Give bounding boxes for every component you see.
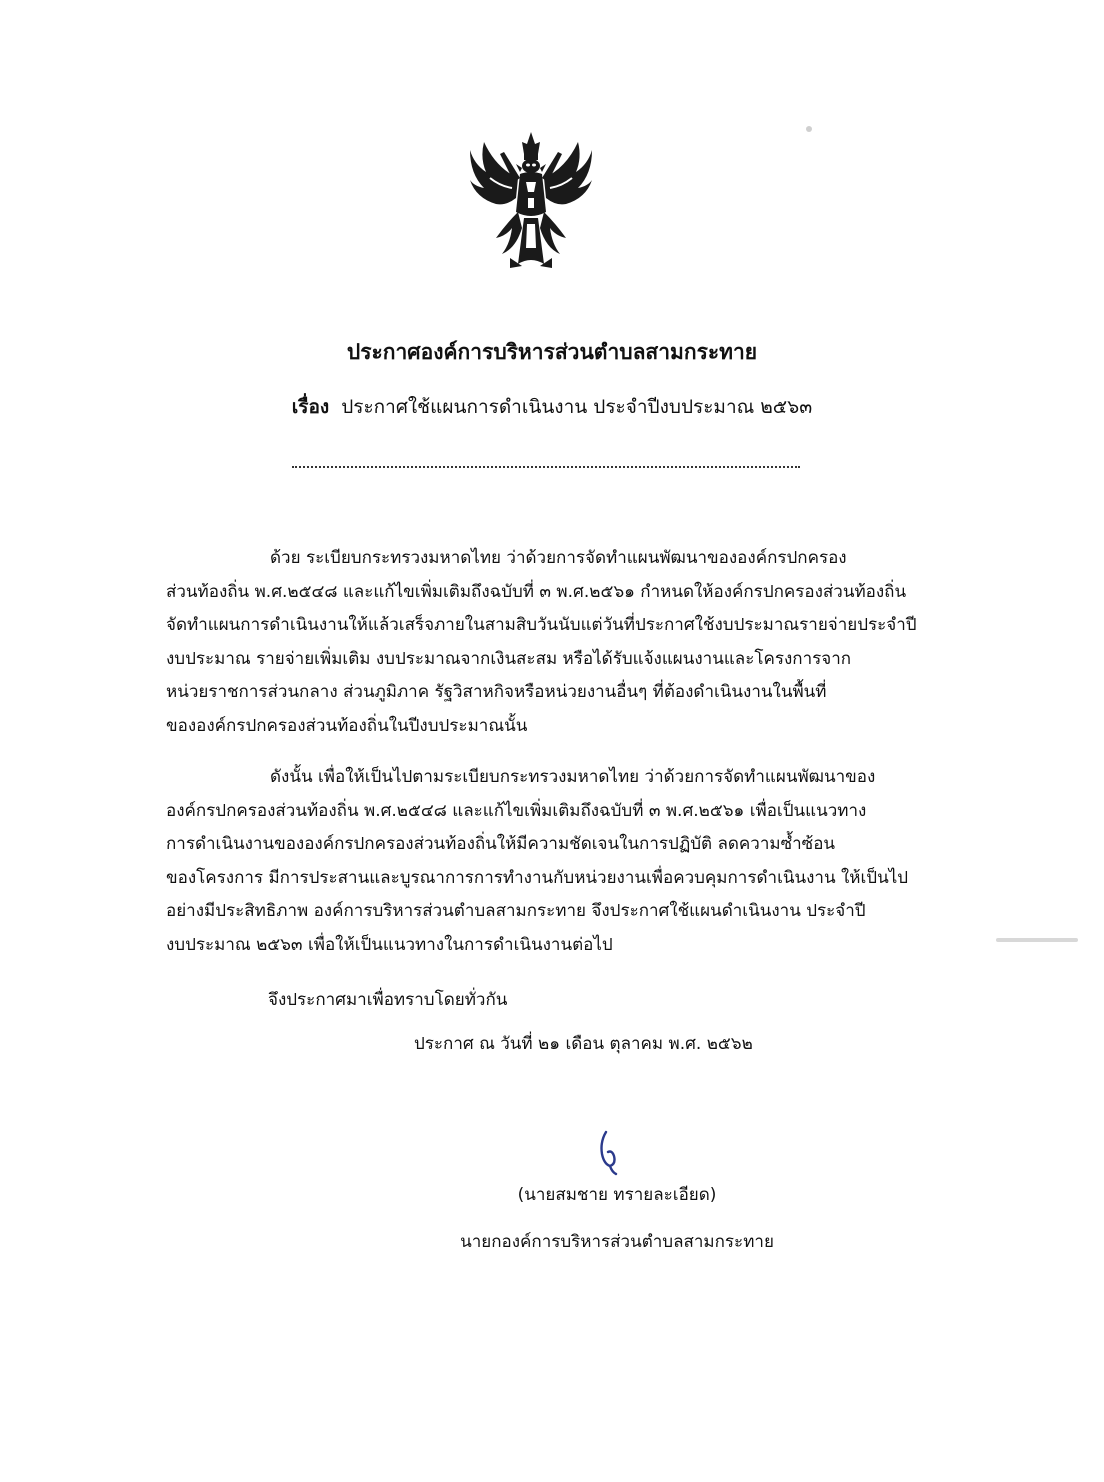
scan-artifact [806,126,812,132]
paragraph-line: การดำเนินงานขององค์กรปกครองส่วนท้องถิ่นให้มีความชัดเจนในการปฏิบัติ ลดความซ้ำซ้อน [166,834,836,855]
paragraph-line: ดังนั้น เพื่อให้เป็นไปตามระเบียบกระทรวงมหาดไทย ว่าด้วยการจัดทำแผนพัฒนาของ [270,767,876,787]
paragraph-line: งบประมาณ รายจ่ายเพิ่มเติม งบประมาณจากเงินสะสม หรือได้รับแจ้งแผนงานและโครงการจาก [166,648,852,669]
announcement-title: ประกาศองค์การบริหารส่วนตำบลสามกระทาย [346,340,758,364]
garuda-emblem-icon [466,128,596,270]
paragraph-2 [166,761,942,963]
paragraph-line: ด้วย ระเบียบกระทรวงมหาดไทย ว่าด้วยการจัดทำแผนพัฒนาขององค์กรปกครอง [270,548,847,568]
paragraph-line: ของโครงการ มีการประสานและบูรณาการการทำงานกับหน่วยงานเพื่อควบคุมการดำเนินงาน ให้เป็นไป [166,867,909,888]
paragraph-line: หน่วยราชการส่วนกลาง ส่วนภูมิภาค รัฐวิสาหกิจหรือหน่วยงานอื่นๆ ที่ต้องดำเนินงานในพื้นที่ [166,682,827,703]
dotted-separator [292,466,800,468]
paragraph-line: ส่วนท้องถิ่น พ.ศ.๒๕๔๘ และแก้ไขเพิ่มเติมถึงฉบับที่ ๓ พ.ศ.๒๕๖๑ กำหนดให้องค์กรปกครองส่วนท้องถิ่น [166,581,907,602]
scan-artifact [996,938,1078,942]
paragraph-line: ขององค์กรปกครองส่วนท้องถิ่นในปีงบประมาณนั้น [166,715,528,736]
announcement-date: ประกาศ ณ วันที่ ๒๑ เดือน ตุลาคม พ.ศ. ๒๕๖๒ [414,1034,753,1054]
paragraph-line: งบประมาณ ๒๕๖๓ เพื่อให้เป็นแนวทางในการดำเนินงานต่อไป [166,934,613,955]
closing-statement: จึงประกาศมาเพื่อทราบโดยทั่วกัน [268,990,508,1010]
signer-position: นายกองค์การบริหารส่วนตำบลสามกระทาย [460,1232,774,1252]
paragraph-line: อย่างมีประสิทธิภาพ องค์การบริหารส่วนตำบลสามกระทาย จึงประกาศใช้แผนดำเนินงาน ประจำปี [166,901,866,922]
paragraph-line: องค์กรปกครองส่วนท้องถิ่น พ.ศ.๒๕๔๘ และแก้ไขเพิ่มเติมถึงฉบับที่ ๓ พ.ศ.๒๕๖๑ เพื่อเป็นแนวทาง [166,800,867,821]
subject-label: เรื่อง [291,396,330,418]
paragraph-1 [166,542,942,744]
subject-text: ประกาศใช้แผนการดำเนินงาน ประจำปีงบประมาณ ๒๕๖๓ [341,396,813,418]
handwritten-signature-icon [592,1128,628,1176]
signer-name: (นายสมชาย ทรายละเอียด) [517,1185,717,1205]
paragraph-line: จัดทำแผนการดำเนินงานให้แล้วเสร็จภายในสามสิบวันนับแต่วันที่ประกาศใช้งบประมาณรายจ่ายประจำปี [166,615,917,636]
subject-line [0,392,1104,422]
